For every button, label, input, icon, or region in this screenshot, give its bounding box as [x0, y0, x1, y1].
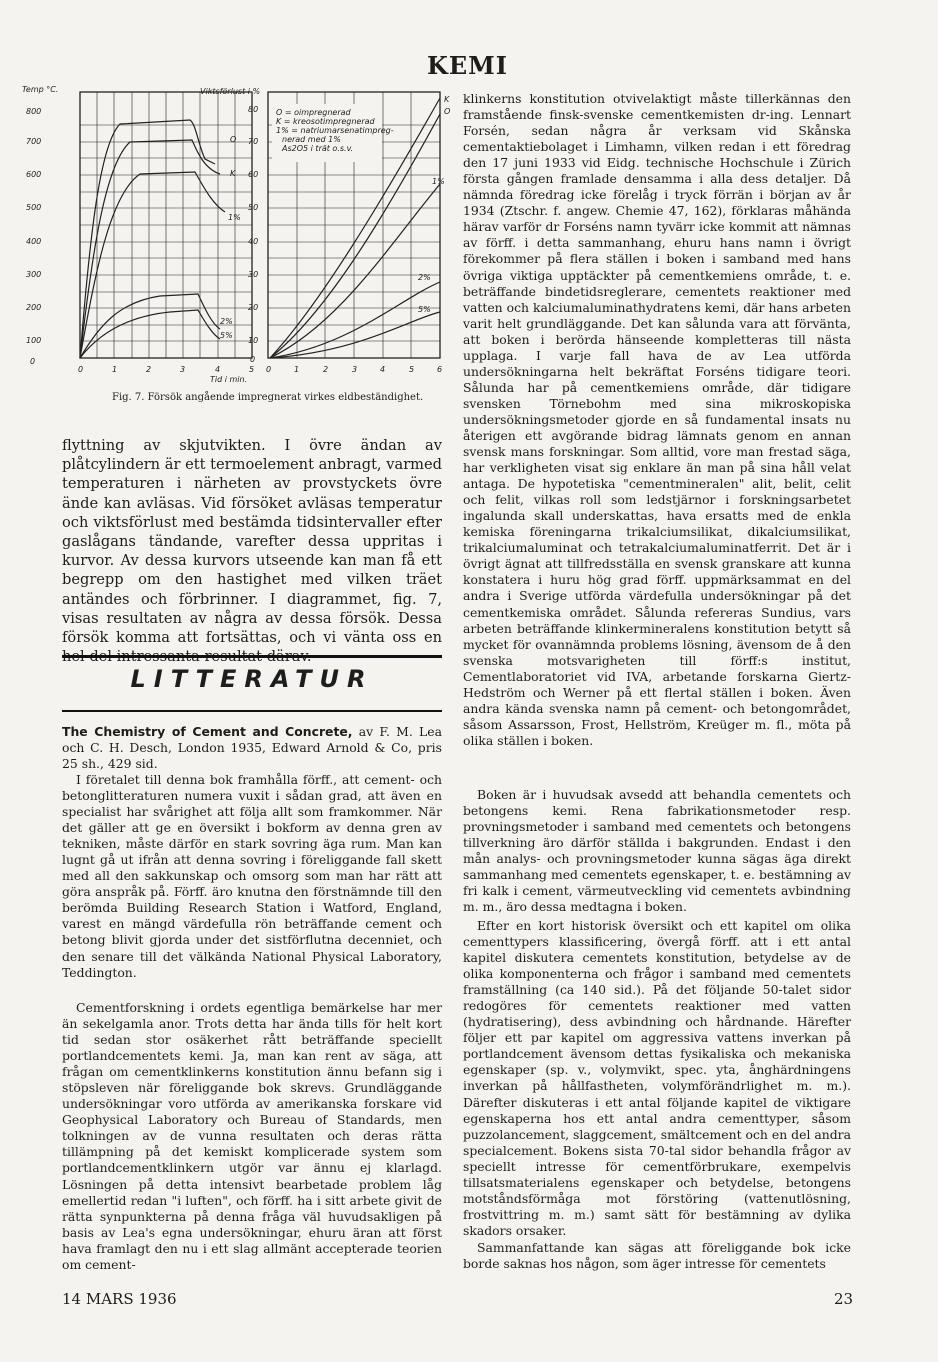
svg-text:0: 0: [266, 365, 272, 374]
review-paragraph-1: I företalet till denna bok framhålla förff., att cement- och betonglitteraturen numera vuxit i sådan grad, att även en specialist har svårighet att följa allt som framkommer. När det gäller att ge en översikt i bokform av denna gren av tekniken, måste därför en stark sovring äga rum. Man kan lugnt gå ut ifrån att denna sovring i föreliggande fall skett med all den sakkunskap och omsorg som man har rätt att göra anspråk på. Förff. äro knutna den förstnämnde till den berömda Building Research Station i Watford, England, varest en mängd värdefulla rön beträffande cement och betong blivit gjorda under det sistförflutna decenniet, och den senare till det välkända National Physical Laboratory, Teddington.: [62, 772, 442, 980]
svg-text:40: 40: [248, 237, 259, 246]
svg-text:5%: 5%: [220, 331, 233, 340]
svg-text:500: 500: [26, 203, 42, 212]
svg-text:O: O: [230, 135, 237, 144]
svg-text:As2O5 i trät o.s.v.: As2O5 i trät o.s.v.: [282, 144, 354, 153]
svg-text:700: 700: [26, 137, 42, 146]
svg-text:600: 600: [26, 170, 42, 179]
svg-text:0: 0: [250, 355, 256, 364]
svg-text:K: K: [230, 169, 236, 178]
svg-text:1% = natriumarsenatimpreg-: 1% = natriumarsenatimpreg-: [276, 126, 394, 135]
right-paragraph-2: Boken är i huvudsak avsedd att behandla cementets och betongens kemi. Rena fabrikationsmetoder resp. provningsmetoder i samband med cementets och betongens tillverkning äro därför ställda i bakgrunden. Endast i den mån analys- och provningsmetoder kunna sägas äga direkt sammanhang med cementets egenskaper, t. e. bestämning av fri kalk i cement, värmeutveckling vid cementets avbindning m. m., äro dessa medtagna i boken.: [463, 787, 851, 915]
svg-text:300: 300: [26, 270, 42, 279]
section-rule-bottom: [62, 710, 442, 712]
left-curve-1: [80, 172, 225, 358]
figure-caption: Fig. 7. Försök angående impregnerat virkes eldbeständighet.: [112, 392, 424, 403]
svg-text:O = oimpregnerad: O = oimpregnerad: [276, 108, 351, 117]
page-header-title: KEMI: [427, 51, 508, 80]
intro-paragraph: flyttning av skjutvikten. I övre ändan av plåtcylindern är ett termoelement anbragt, varmed temperaturen i närheten av provstyckets övre ände kan avläsas. Vid försöket avläsas temperatur och viktsförlust med bestämda tidsintervaller efter gaslågans tändande, varefter dessa uppritas i kurvor. Av dessa kurvors utseende kan man få ett begrepp om den hastighet med vilken träet antändes och förbrinner. I diagrammet, fig. 7, visas resultaten av några av dessa försök. Dessa försök komma att fortsättas, och vi vänta oss en: [62, 437, 442, 647]
left-curve-5: [80, 310, 220, 358]
left-curve-2: [80, 294, 220, 358]
svg-text:2: 2: [323, 365, 329, 374]
svg-text:4: 4: [380, 365, 386, 374]
right-paragraph-3: Efter en kort historisk översikt och ett kapitel om olika cementtypers klassificering, övergå förff. att i ett antal kapitel diskutera cementets konstitution, betydelse av de olika komponenterna och frågor i samband med cementets framställning (ca 140 sid.). På det följande 50-talet sidor redogöres för cementets reaktioner med vatten (hydratisering), dess avbindning och hårdnande. Härefter följer ett par kapitel om aggressiva vattens inverkan på portlandcement ävensom dettas fysikaliska och mekaniska egenskaper (sp. v., volymvikt, spec. yta, ånghärdningens inverkan på hållfastheten, volymförändrlighet m. m.). Därefter diskuteras i ett antal följande kapitel de viktigare egenskaperna hos ett antal andra cementtyper, såsom puzzolancement, slaggcement, smältcement och en del andra specialcement. Bokens sista 70-tal sidor behandla frågor av speciellt intresse för cementförbrukare, exempelvis tillsatsmaterialens egenskaper och betydelse, betongens motståndsförmåga mot förstöring (vattenutlösning, frostvittring m. m.) samt sätt för bestämning av dylika skadors orsaker.: [463, 918, 851, 1238]
svg-text:10: 10: [248, 336, 259, 345]
svg-text:6: 6: [437, 365, 443, 374]
svg-text:5: 5: [409, 365, 415, 374]
svg-text:400: 400: [26, 237, 42, 246]
svg-text:50: 50: [248, 203, 259, 212]
svg-text:1: 1: [294, 365, 300, 374]
svg-text:2%: 2%: [418, 273, 431, 282]
section-rule-top: [62, 655, 442, 658]
book-ref-details: av F. M. Lea och C. H. Desch, London 1935, Edward Arnold & Co, pris 25 sh., 429 sid.: [62, 724, 442, 772]
footer-date: 14 MARS 1936: [62, 1290, 177, 1308]
right-axis-label: Viktsförlust i %: [200, 87, 261, 96]
svg-text:O: O: [444, 107, 451, 116]
chart-labels: [22, 85, 450, 384]
svg-text:5: 5: [249, 365, 255, 374]
review-paragraph-2: Cementforskning i ordets egentliga bemärkelse har mer än sekelgamla anor. Trots detta har ända tills för helt kort tid sedan stor osäkerhet rått beträffande speciellt portlandcementets kemi. Ja, man kan rent av säga, att frågan om cementklinkerns konstitution ännu befann sig i stöpsleven när föreliggande bok skrevs. Grundläggande undersökningar voro utförda av amerikanska forskare vid Geophysical Laboratory och Bureau of Standards, men tolkningen av de vunna resultaten och deras rätta tillämpning på det kemiskt komplicerade system som portlandcementklinkern utgör var ännu ej klarlagd. Lösningen på detta intensivt bearbetade problem låg emellertid redan "i luften", och förff. ha i sitt arbete givit de rätta synpunkterna på denna fråga väl huvudsakligen på basis av Lea's egna undersökningar, ehuru äran att först hava framlagt den nu i ett slag allmänt accepterade teorien om cement-: [62, 1000, 442, 1272]
svg-text:K: K: [444, 95, 450, 104]
svg-text:3: 3: [352, 365, 358, 374]
svg-text:800: 800: [26, 107, 42, 116]
svg-text:60: 60: [248, 170, 259, 179]
figure-chart: [20, 84, 452, 389]
right-paragraph-1: klinkerns konstitution otvivelaktigt måste tillerkännas den framstående finsk-svenske cementkemisten dr-ing. Lennart Forsén, sedan några år verksam vid Skånska cementaktiebolaget i Limhamn, vilken redan i ett föredrag den 17 juni 1933 vid Eidg. technische Hochschule i Zürich första gången framlade densamma i alla dess detaljer. Då nämnda föredrag icke förelåg i tryck förrän i början av år 1934 (Ztschr. f. angew. Chemie 47, 162), förklaras måhända härav varför dr Forséns namn tyvärr icke kommit att nämnas av förff. i detta sammanhang, ehuru hans namn i övrigt förekommer på flera ställen i boken i samband med hans övriga viktiga upptäckter på cementkemiens område, t. e. beträffande bindetidsreglerare, cementets reaktioner med vatten och kalciumaluminathydratens kemi, där hans arbeten varit helt grundläggande. Det kan sålunda vara att förvänta, att boken i berörda hänseende kompletteras till nästa upplaga. I varje fall hava de av Lea utförda undersökningarna helt bekräftat Forséns tidigare teori. Sålunda har på cementkemiens område, där tidigare svensken Törnebohm med sina mikroskopiska undersökningsmetoder gjorde en så fundamental insats nu återigen ett avgörande bidrag lämnats genom en annan svensk mans forskningar. Som alltid, vore man frestad säga, har verkligheten visat sig enklare än man på sina håll velat antaga. De hypotetiska "cementmineralen" alit, belit, celit och felit, vilkas roll som ledstjärnor i forskningsarbetet ingalunda skall underskattas, hava ersatts med de enkla kemiska föreningarna trikalciumsilikat, dikalciumsilikat, trikalciumaluminat och tetrakalciumaluminatferrit. Det är i övrigt ägnat att tillfredsställa en svensk granskare att kunna konstatera i huru hög grad förff. uppmärksammat en del andra i Sverige utförda värdefulla undersökningar på det cementkemiska området. Sålunda refereras Sundius, vars arbeten beträffande klinkermineralens konstitution betytt så mycket för ovannämnda problems lösning, ävensom de å den svenska motsvarigheten till förff:s institut, Cementlaboratoriet vid IVA, arbetande forskarna Giertz-Hedström och Werner på ett flertal ställen i boken. Även andra kända svenska namn på cement- och betongområdet, såsom Assarsson, Frost, Hellström, Kreüger m. fl., möta på olika ställen i boken.: [463, 91, 851, 748]
svg-text:70: 70: [248, 137, 259, 146]
book-title: The Chemistry of Cement and Concrete,: [62, 724, 353, 739]
svg-text:30: 30: [248, 270, 259, 279]
svg-text:nerad med 1%: nerad med 1%: [282, 135, 341, 144]
svg-text:0: 0: [30, 357, 36, 366]
svg-text:1%: 1%: [228, 213, 241, 222]
page-number: 23: [834, 1290, 854, 1308]
x-axis-label: Tid i min.: [210, 375, 248, 384]
section-title: LITTERATUR: [130, 665, 374, 693]
svg-text:4: 4: [215, 365, 221, 374]
right-curve-1: [270, 184, 440, 358]
right-paragraph-4: Sammanfattande kan sägas att föreliggande bok icke borde saknas hos någon, som äger intresse för cementets: [463, 1240, 851, 1272]
svg-text:1: 1: [112, 365, 118, 374]
svg-text:3: 3: [180, 365, 186, 374]
right-curve-2: [270, 282, 440, 358]
svg-text:0: 0: [78, 365, 84, 374]
left-curve-o: [80, 120, 215, 358]
svg-text:20: 20: [248, 303, 259, 312]
svg-text:K = kreosotimpregnerad: K = kreosotimpregnerad: [276, 117, 375, 126]
svg-text:200: 200: [26, 303, 42, 312]
svg-text:5%: 5%: [418, 305, 431, 314]
book-reference: [62, 724, 442, 772]
left-axis-label: Temp °C.: [22, 85, 59, 94]
svg-text:2: 2: [146, 365, 152, 374]
svg-text:100: 100: [26, 336, 42, 345]
svg-text:80: 80: [248, 105, 259, 114]
svg-text:2%: 2%: [220, 317, 233, 326]
svg-text:1%: 1%: [432, 177, 445, 186]
